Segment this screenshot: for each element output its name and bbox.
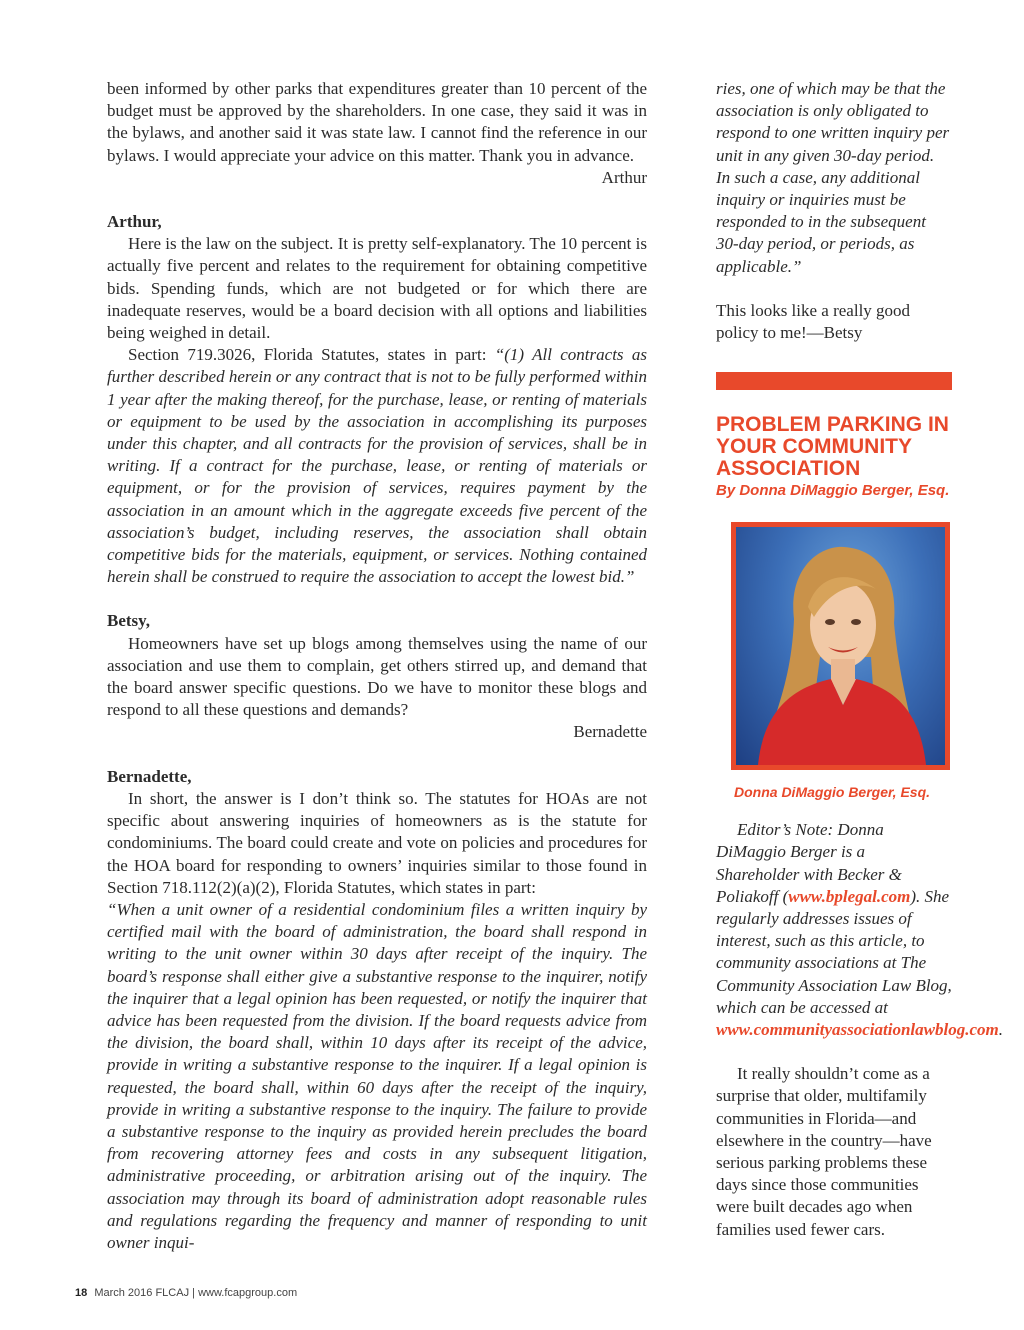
quote-continuation: ries, one of which may be that the association is only obligated to respond to one written inquiry per unit in any given 30-day period. In such a case, any additional inquiry or inquiries must be responded to in the subsequent 30-day period, or periods, as applicable.” [716,79,950,276]
page-number: 18 [75,1287,88,1299]
statute-quote-719: “(1) All contracts as further described herein or any contract that is not to be fully performed within 1 year after the making thereof, for the purchase, lease, or renting of materials or equipment to be used by the association in accomplishing its purposes under this chapter, and all contracts for the provision of services, shall be in writing. If a contract for the purchase, lease, or renting of materials or equipment, or for the provision of services, requires payment by the association in an amount which in the aggregate exceeds five percent of the association’s budget, including reserves, the association shall obtain competitive bids for the materials, equipment, or services. Nothing contained herein shall be construed to require the association to accept the lowest bid.” [107,345,647,587]
betsy-reply: This looks like a really good policy to me!—Betsy [716,300,911,343]
statute-quote-718: “When a unit owner of a residential condominium files a written inquiry by certified mail with the board of administration, the board shall respond in writing to the unit owner within 30 days after receipt of the inquiry. The board’s response shall either give a substantive response to the inquirer, notify the inquirer that a legal opinion has been requested, or notify the inquirer that advice has been requested from the division. If the board requests advice from the division, the board shall, within 10 days after its receipt of the advice, provide in writing a substantive response to the inquirer. If a legal opinion is requested, the board shall, within 60 days after the receipt of the inquiry, provide in writing a substantive response to the inquiry. The failure to provide a substantive response to the inquiry as provided herein precludes the board from recovering attorney fees and costs in any subsequent litigation, administrative proceeding, or arbitration arising out of the inquiry. The association may through its board of administration adopt reasonable rules and regulations regarding the frequency and manner of responding to unit owner inqui- [107,899,647,1252]
footer-website: www.fcapgroup.com [198,1287,298,1299]
footer-separator: | [192,1287,195,1299]
photo-caption: Donna DiMaggio Berger, Esq. [734,784,931,801]
author-photo [731,522,950,770]
intro-paragraph: been informed by other parks that expenditures greater than 10 percent of the budget must be approved by the shareholders. In one case, they said it was in the bylaws, and another said it was state law. I cannot find the reference in our bylaws. I would appreciate your advice on this matter. Thank you in advance. [107,79,647,165]
heading-bernadette: Bernadette, [107,766,192,786]
answer-arthur-p2: Section 719.3026, Florida Statutes, states in part: “(1) All contracts as further described herein or any contract that is not to be fully performed within 1 year after the making thereof, for the purchase, lease, or renting of materials or equipment to be used by the association in accomplishing its purposes under this chapter, and all contracts for the provision of services, shall be in writing. If a contract for the purchase, lease, or renting of materials or equipment, or for the provision of services, requires payment by the association in an amount which in the aggregate exceeds five percent of the association’s budget, including reserves, the association shall obtain competitive bids for the materials, equipment, or services. Nothing contained herein shall be construed to require the association to accept the lowest bid.” [107,345,647,587]
section-divider-bar [716,372,952,390]
article-title: PROBLEM PARKING IN YOUR COMMUNITY ASSOCIATION [716,413,949,481]
answer-arthur-p1: Here is the law on the subject. It is pretty self-explanatory. The 10 percent is actually five percent and relates to the requirement for obtaining competitive bids. Spending funds, which are not budgeted or for which there are inadequate reserves, would be a board decision with all options and liabilities being weighed in detail. [107,234,647,343]
article-byline: By Donna DiMaggio Berger, Esq. [716,482,950,500]
issue-label: March 2016 FLCAJ [94,1287,190,1299]
question-bernadette: Homeowners have set up blogs among themselves using the name of our association and use them to complain, get others stirred up, and demand that the board answer specific questions. Do we have to monitor these blogs and respond to all these questions and demands? [107,633,647,720]
left-column [107,78,647,1254]
answer-bernadette-lead: In short, the answer is I don’t think so. The statutes for HOAs are not specific about answering inquiries of homeowners as is the statute for condominiums. The board could create and vote on policies and procedures for the HOA board for responding to owners’ inquiries similar to those found in Section 718.112(2)(a)(2), Florida Statutes, which states in part: [107,788,647,897]
bplegal-link[interactable]: www.bplegal.com [788,886,911,906]
right-column [716,78,1003,1241]
signature-bernadette: Bernadette [573,722,647,742]
author-portrait-illustration [736,527,945,765]
blog-link[interactable]: www.communityassociationlawblog.com [716,1020,999,1040]
article-paragraph-1: It really shouldn’t come as a surprise that older, multifamily communities in Florida—and elsewhere in the country—have serious parking problems these days since those communities were built decades ago when families used fewer cars. [716,1064,932,1239]
heading-arthur: Arthur, [107,212,162,232]
page-footer [75,1287,297,1299]
editor-note: Editor’s Note: Donna DiMaggio Berger is a Shareholder with Becker & Poliakoff (www.bplegal.com). She regularly addresses issues of interest, such as this article, to community associations at The Community Association Law Blog, which can be accessed at www.communityassociationlawblog.com. [716,820,1003,1040]
signature-arthur: Arthur [601,167,647,187]
heading-betsy: Betsy, [107,611,150,631]
